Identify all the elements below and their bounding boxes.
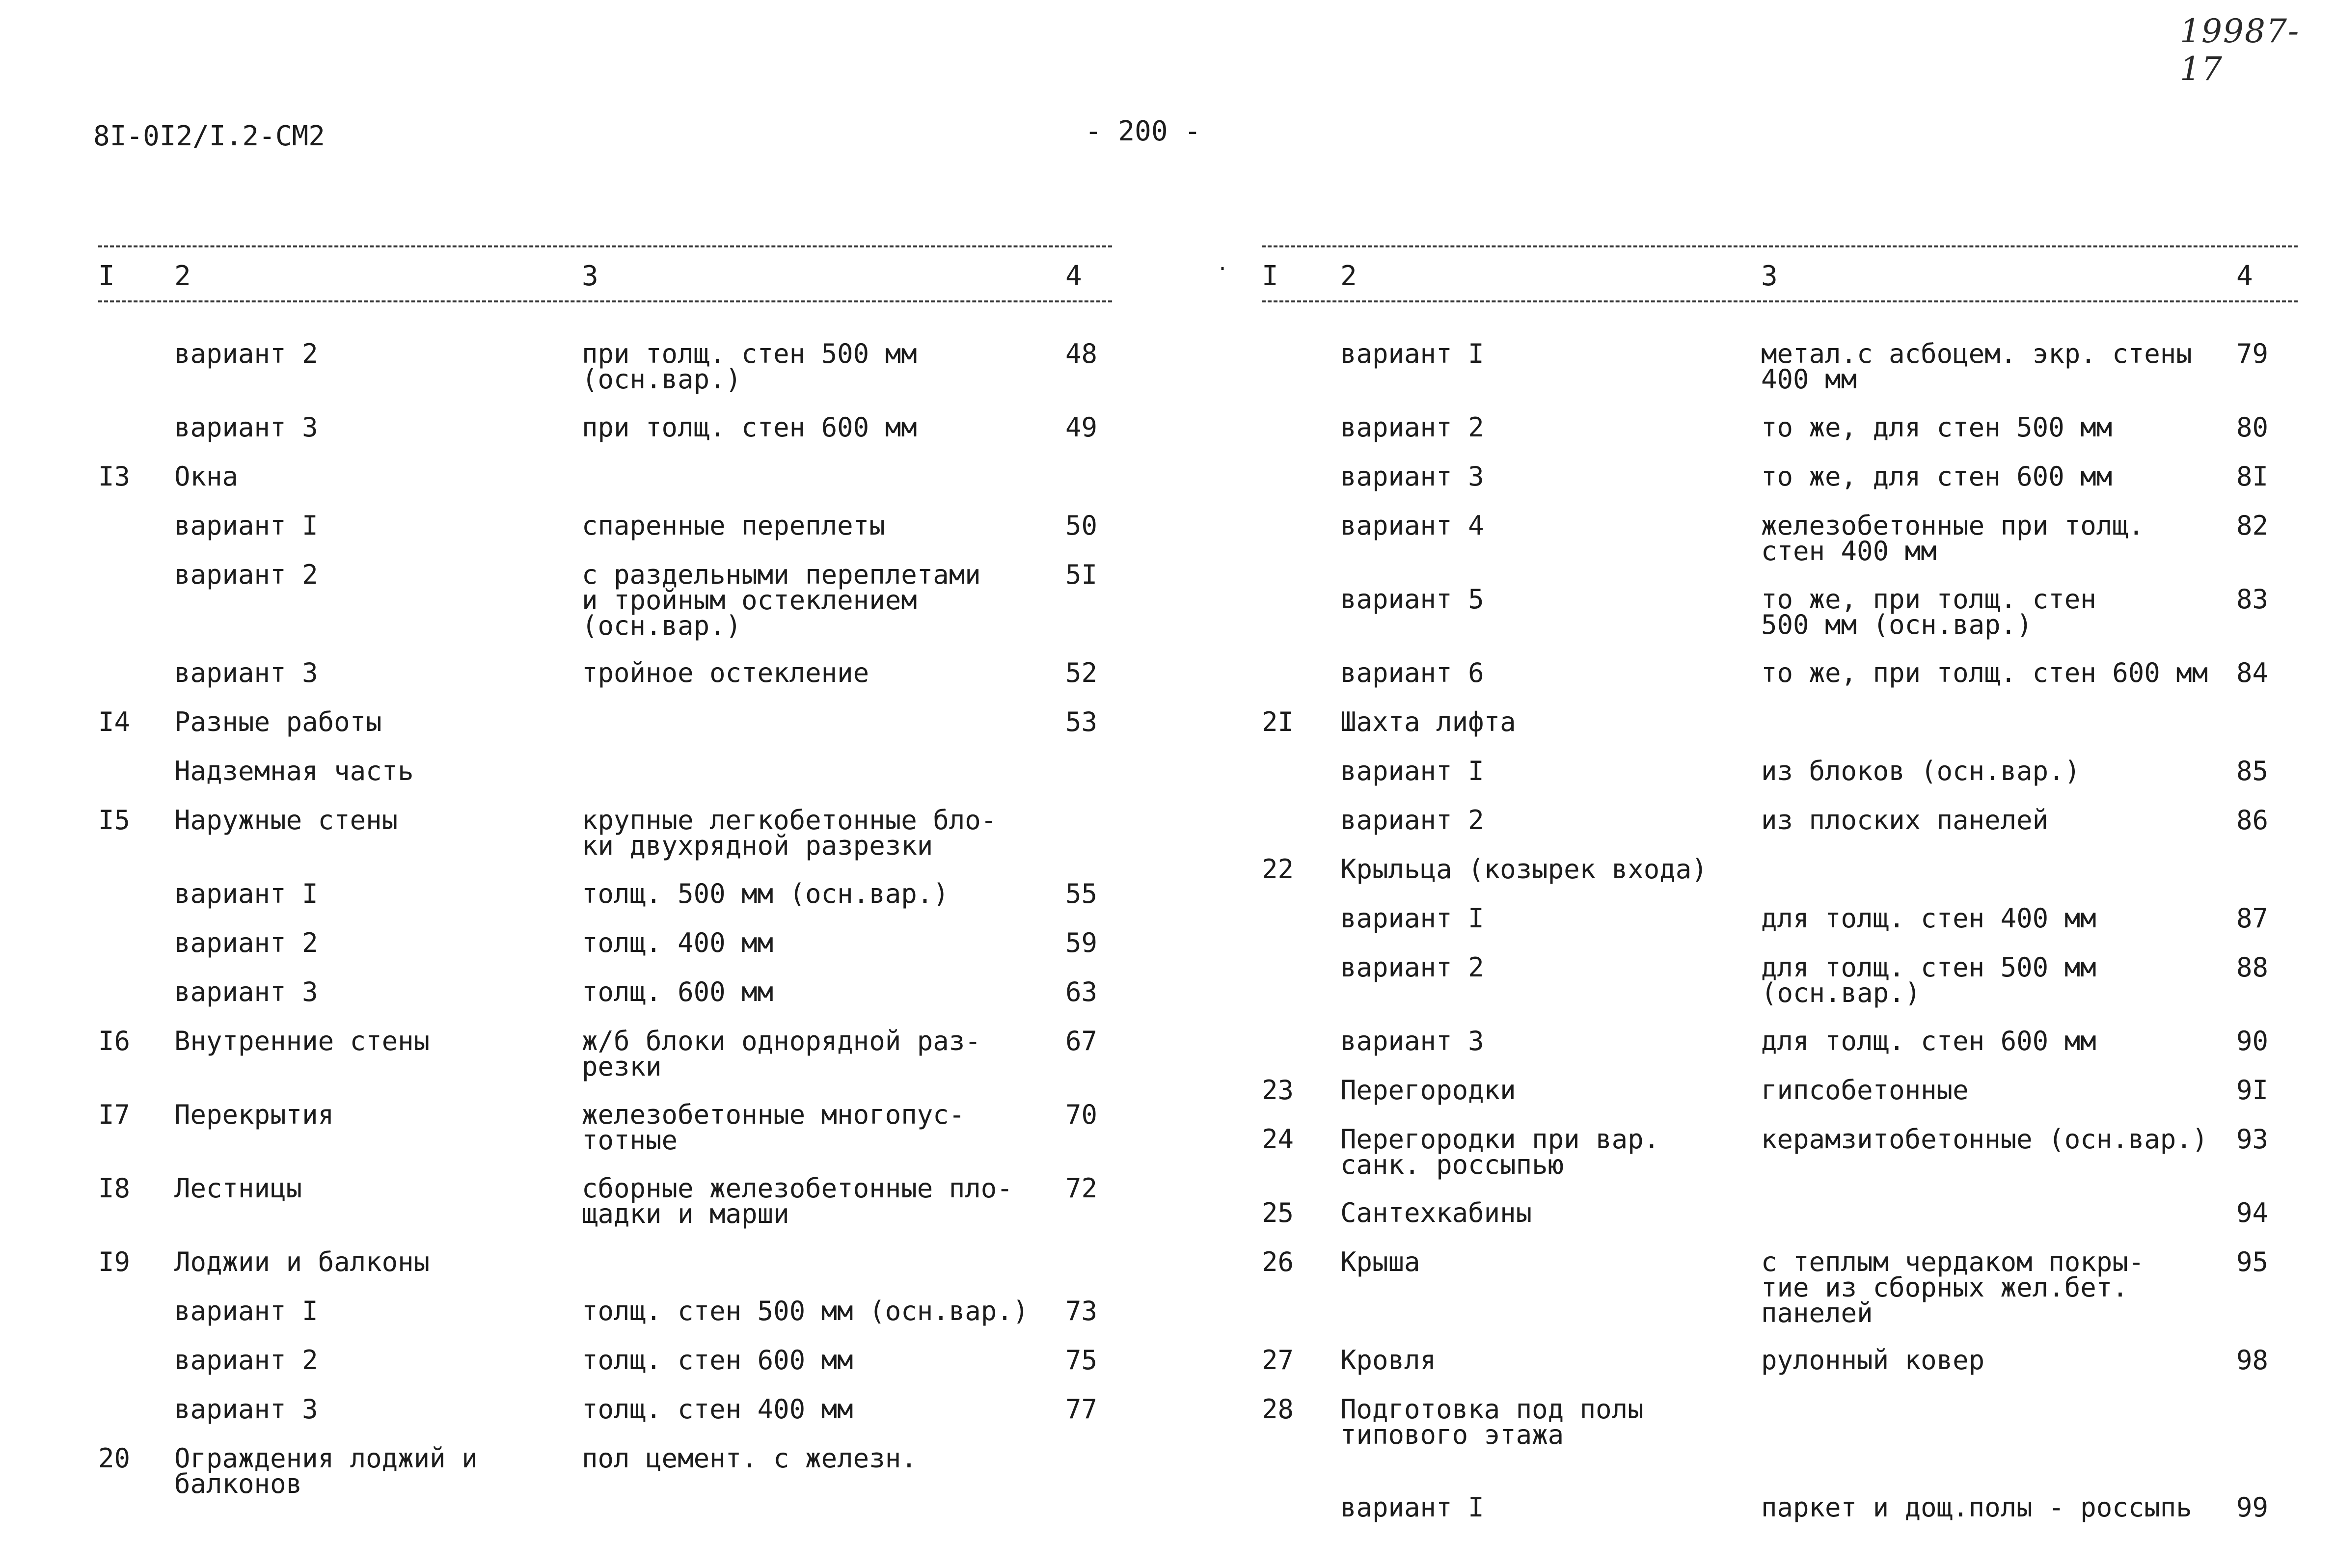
- row-page: 90: [2236, 1026, 2269, 1056]
- row-number: 26: [1262, 1246, 1294, 1277]
- row-page: 59: [1065, 927, 1098, 958]
- row-number: 2I: [1262, 706, 1294, 737]
- row-name: Внутренние стены: [174, 1026, 430, 1056]
- row-page: 93: [2236, 1124, 2269, 1155]
- table-rule-top: [1262, 245, 2298, 247]
- row-name: вариант I: [1340, 1492, 1484, 1523]
- column-header-2: 2: [174, 260, 191, 292]
- row-name: вариант 3: [1340, 1026, 1484, 1056]
- row-description: паркет и дощ.полы - россыпь: [1761, 1492, 2192, 1523]
- row-description: ж/б блоки однорядной раз- резки: [582, 1026, 981, 1082]
- column-header-1: I: [98, 260, 115, 292]
- row-page: 99: [2236, 1492, 2269, 1523]
- row-description: метал.с асбоцем. экр. стены 400 мм: [1761, 338, 2192, 395]
- row-name: вариант 3: [174, 976, 318, 1007]
- row-description: толщ. 400 мм: [582, 927, 774, 958]
- row-name: вариант 2: [174, 559, 318, 590]
- row-description: гипсобетонные: [1761, 1075, 1969, 1106]
- row-number: I5: [98, 805, 131, 836]
- row-name: Подготовка под полы типового этажа: [1340, 1394, 1644, 1450]
- row-name: Перегородки: [1340, 1075, 1516, 1106]
- row-name: Ограждения лоджий и балконов: [174, 1443, 478, 1499]
- left-table: [98, 245, 1112, 1551]
- row-description: из плоских панелей: [1761, 805, 2049, 836]
- column-header-4: 4: [2236, 260, 2253, 292]
- row-description: для толщ. стен 500 мм (осн.вар.): [1761, 952, 2096, 1008]
- row-name: Крыша: [1340, 1246, 1420, 1277]
- row-description: то же, для стен 500 мм: [1761, 412, 2113, 443]
- row-description: из блоков (осн.вар.): [1761, 756, 2081, 786]
- row-number: 20: [98, 1443, 131, 1474]
- row-name: Надземная часть: [174, 756, 414, 786]
- row-name: Наружные стены: [174, 805, 398, 836]
- row-page: 95: [2236, 1246, 2269, 1277]
- row-page: 80: [2236, 412, 2269, 443]
- row-page: 86: [2236, 805, 2269, 836]
- row-name: вариант 2: [174, 927, 318, 958]
- row-name: вариант I: [174, 878, 318, 909]
- row-page: 52: [1065, 657, 1098, 688]
- row-description: крупные легкобетонные бло- ки двухрядной разрезки: [582, 805, 997, 861]
- row-page: 48: [1065, 338, 1098, 369]
- row-page: 9I: [2236, 1075, 2269, 1106]
- row-description: при толщ. стен 600 мм: [582, 412, 917, 443]
- row-number: I9: [98, 1246, 131, 1277]
- row-name: вариант I: [1340, 338, 1484, 369]
- row-page: 84: [2236, 657, 2269, 688]
- row-page: 8I: [2236, 461, 2269, 492]
- table-rule-bottom: [1262, 300, 2298, 302]
- row-page: 83: [2236, 584, 2269, 615]
- row-page: 82: [2236, 510, 2269, 541]
- column-header-3: 3: [1761, 260, 1778, 292]
- row-page: 79: [2236, 338, 2269, 369]
- row-page: 53: [1065, 706, 1098, 737]
- row-description: то же, при толщ. стен 600 мм: [1761, 657, 2208, 688]
- row-number: 28: [1262, 1394, 1294, 1425]
- row-name: вариант 2: [174, 338, 318, 369]
- row-page: 72: [1065, 1173, 1098, 1204]
- row-page: 87: [2236, 903, 2269, 934]
- row-name: вариант 2: [174, 1345, 318, 1376]
- row-number: I4: [98, 706, 131, 737]
- row-page: 67: [1065, 1026, 1098, 1056]
- row-description: для толщ. стен 400 мм: [1761, 903, 2096, 934]
- row-description: то же, для стен 600 мм: [1761, 461, 2113, 492]
- row-description: при толщ. стен 500 мм (осн.вар.): [582, 338, 917, 395]
- row-description: толщ. 600 мм: [582, 976, 774, 1007]
- row-name: Окна: [174, 461, 239, 492]
- row-name: вариант 6: [1340, 657, 1484, 688]
- row-description: рулонный ковер: [1761, 1345, 1985, 1376]
- row-description: с теплым чердаком покры- тие из сборных жел.бет. панелей: [1761, 1246, 2145, 1328]
- row-page: 63: [1065, 976, 1098, 1007]
- row-name: вариант 2: [1340, 952, 1484, 983]
- row-name: вариант 5: [1340, 584, 1484, 615]
- row-number: I7: [98, 1099, 131, 1130]
- row-name: Кровля: [1340, 1345, 1437, 1376]
- row-name: Перекрытия: [174, 1099, 334, 1130]
- document-code: 8I-0I2/I.2-СМ2: [93, 120, 326, 152]
- row-description: спаренные переплеты: [582, 510, 885, 541]
- row-name: вариант 3: [1340, 461, 1484, 492]
- row-name: вариант 4: [1340, 510, 1484, 541]
- right-table: [1262, 245, 2298, 1551]
- row-name: вариант I: [1340, 903, 1484, 934]
- row-name: вариант I: [174, 1296, 318, 1326]
- row-description: сборные железобетонные пло- щадки и марши: [582, 1173, 1013, 1229]
- row-name: Разные работы: [174, 706, 382, 737]
- row-description: с раздельными переплетами и тройным остеклением (осн.вар.): [582, 559, 981, 641]
- row-page: 70: [1065, 1099, 1098, 1130]
- row-number: 24: [1262, 1124, 1294, 1155]
- row-page: 49: [1065, 412, 1098, 443]
- row-name: Лоджии и балконы: [174, 1246, 430, 1277]
- row-description: тройное остекление: [582, 657, 869, 688]
- column-header-1: I: [1262, 260, 1278, 292]
- row-description: пол цемент. с железн.: [582, 1443, 917, 1474]
- row-description: толщ. стен 600 мм: [582, 1345, 853, 1376]
- row-name: вариант 3: [174, 1394, 318, 1425]
- row-description: толщ. 500 мм (осн.вар.): [582, 878, 949, 909]
- row-description: то же, при толщ. стен 500 мм (осн.вар.): [1761, 584, 2096, 640]
- row-number: I8: [98, 1173, 131, 1204]
- row-page: 77: [1065, 1394, 1098, 1425]
- row-number: 23: [1262, 1075, 1294, 1106]
- row-page: 73: [1065, 1296, 1098, 1326]
- row-description: железобетонные при толщ. стен 400 мм: [1761, 510, 2145, 567]
- row-page: 5I: [1065, 559, 1098, 590]
- stray-dot: ·: [1217, 258, 1229, 280]
- row-name: вариант I: [174, 510, 318, 541]
- row-description: керамзитобетонные (осн.вар.): [1761, 1124, 2208, 1155]
- column-header-3: 3: [582, 260, 598, 292]
- row-name: вариант 2: [1340, 805, 1484, 836]
- row-name: вариант 2: [1340, 412, 1484, 443]
- row-name: вариант 3: [174, 657, 318, 688]
- row-number: 25: [1262, 1197, 1294, 1228]
- row-name: Лестницы: [174, 1173, 302, 1204]
- row-number: 27: [1262, 1345, 1294, 1376]
- row-page: 75: [1065, 1345, 1098, 1376]
- row-page: 50: [1065, 510, 1098, 541]
- column-header-4: 4: [1065, 260, 1082, 292]
- row-description: для толщ. стен 600 мм: [1761, 1026, 2096, 1056]
- column-header-2: 2: [1340, 260, 1357, 292]
- row-number: 22: [1262, 854, 1294, 885]
- table-rule-bottom: [98, 300, 1112, 302]
- row-description: железобетонные многопус- тотные: [582, 1099, 965, 1156]
- row-name: вариант 3: [174, 412, 318, 443]
- page-number: - 200 -: [1085, 115, 1201, 147]
- row-page: 98: [2236, 1345, 2269, 1376]
- row-name: Перегородки при вар. санк. россыпью: [1340, 1124, 1660, 1180]
- row-page: 85: [2236, 756, 2269, 786]
- row-number: I3: [98, 461, 131, 492]
- row-page: 94: [2236, 1197, 2269, 1228]
- row-name: Крыльца (козырек входа): [1340, 854, 1708, 885]
- row-page: 55: [1065, 878, 1098, 909]
- row-description: толщ. стен 500 мм (осн.вар.): [582, 1296, 1029, 1326]
- row-number: I6: [98, 1026, 131, 1056]
- row-page: 88: [2236, 952, 2269, 983]
- row-description: толщ. стен 400 мм: [582, 1394, 853, 1425]
- row-name: Сантехкабины: [1340, 1197, 1532, 1228]
- handwritten-note: 19987-17: [2180, 12, 2300, 88]
- row-name: Шахта лифта: [1340, 706, 1516, 737]
- table-rule-top: [98, 245, 1112, 247]
- row-name: вариант I: [1340, 756, 1484, 786]
